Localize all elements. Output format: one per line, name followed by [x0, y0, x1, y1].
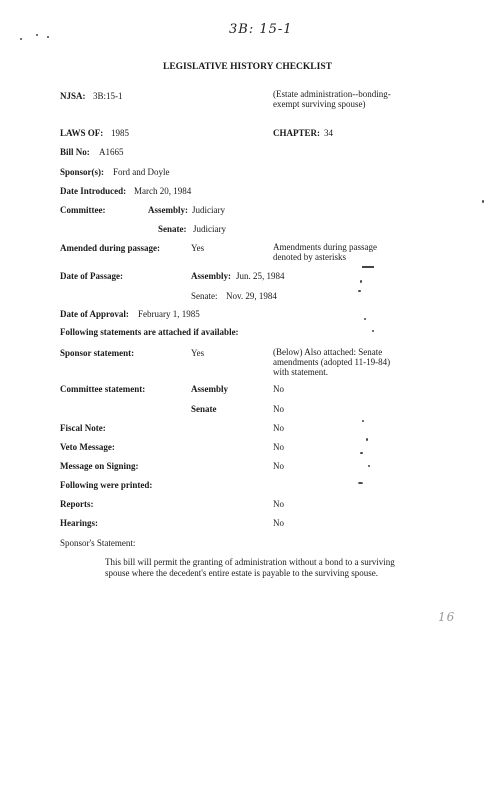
laws-of-label: LAWS OF:	[60, 128, 104, 138]
date-of-approval-value: February 1, 1985	[138, 309, 200, 319]
amended-note: Amendments during passage denoted by asterisks	[273, 242, 377, 262]
committee-statement-senate-value: No	[273, 404, 284, 414]
committee-senate-label: Senate:	[158, 224, 187, 234]
njsa-label: NJSA:	[60, 91, 86, 101]
reports-value: No	[273, 499, 284, 509]
message-on-signing-label: Message on Signing:	[60, 461, 139, 471]
date-introduced-value: March 20, 1984	[134, 186, 192, 196]
amended-value: Yes	[191, 243, 205, 253]
date-introduced-label: Date Introduced:	[60, 186, 127, 196]
sponsors-value: Ford and Doyle	[113, 167, 170, 177]
passage-assembly-label: Assembly:	[191, 271, 231, 281]
committee-statement-senate-label: Senate	[191, 404, 217, 414]
committee-statement-assembly-value: No	[273, 384, 284, 394]
chapter-label: CHAPTER:	[273, 128, 320, 138]
committee-senate-value: Judiciary	[193, 224, 226, 234]
hearings-label: Hearings:	[60, 518, 98, 528]
laws-of-value: 1985	[111, 128, 129, 138]
njsa-description: (Estate administration--bonding-exempt surviving spouse)	[273, 89, 391, 109]
message-on-signing-value: No	[273, 461, 284, 471]
sponsors-statement-heading: Sponsor's Statement:	[60, 538, 136, 548]
committee-assembly-value: Judiciary	[192, 205, 225, 215]
handwritten-code: 3B: 15-1	[229, 22, 293, 37]
veto-message-label: Veto Message:	[60, 442, 115, 452]
sponsor-statement-label: Sponsor statement:	[60, 348, 135, 358]
passage-senate-label: Senate:	[191, 291, 218, 301]
sponsor-statement-value: Yes	[191, 348, 205, 358]
page-mark: 16	[438, 610, 456, 624]
following-printed-heading: Following were printed:	[60, 480, 153, 490]
passage-assembly-value: Jun. 25, 1984	[236, 271, 285, 281]
fiscal-note-label: Fiscal Note:	[60, 423, 106, 433]
bill-no-label: Bill No:	[60, 147, 90, 157]
fiscal-note-value: No	[273, 423, 284, 433]
committee-assembly-label: Assembly:	[148, 205, 188, 215]
sponsor-statement-note: (Below) Also attached: Senate amendments (adopted 11-19-84) with statement.	[273, 347, 391, 377]
bill-no-value: A1665	[99, 147, 124, 157]
following-attached-heading: Following statements are attached if available:	[60, 327, 239, 337]
committee-statement-label: Committee statement:	[60, 384, 146, 394]
statement-text: This bill will permit the granting of administration without a bond to a surviving spouse where the decedent's entire estate is payable to the surviving spouse.	[105, 557, 395, 578]
chapter-value: 34	[324, 128, 333, 138]
date-of-approval-label: Date of Approval:	[60, 309, 129, 319]
njsa-value: 3B:15-1	[93, 91, 123, 101]
amended-label: Amended during passage:	[60, 243, 161, 253]
committee-statement-assembly-label: Assembly	[191, 384, 229, 394]
hearings-value: No	[273, 518, 284, 528]
page-title: LEGISLATIVE HISTORY CHECKLIST	[163, 62, 332, 72]
veto-message-value: No	[273, 442, 284, 452]
committee-label: Committee:	[60, 205, 106, 215]
reports-label: Reports:	[60, 499, 94, 509]
passage-senate-value: Nov. 29, 1984	[226, 291, 277, 301]
sponsors-label: Sponsor(s):	[60, 167, 105, 177]
date-of-passage-label: Date of Passage:	[60, 271, 123, 281]
